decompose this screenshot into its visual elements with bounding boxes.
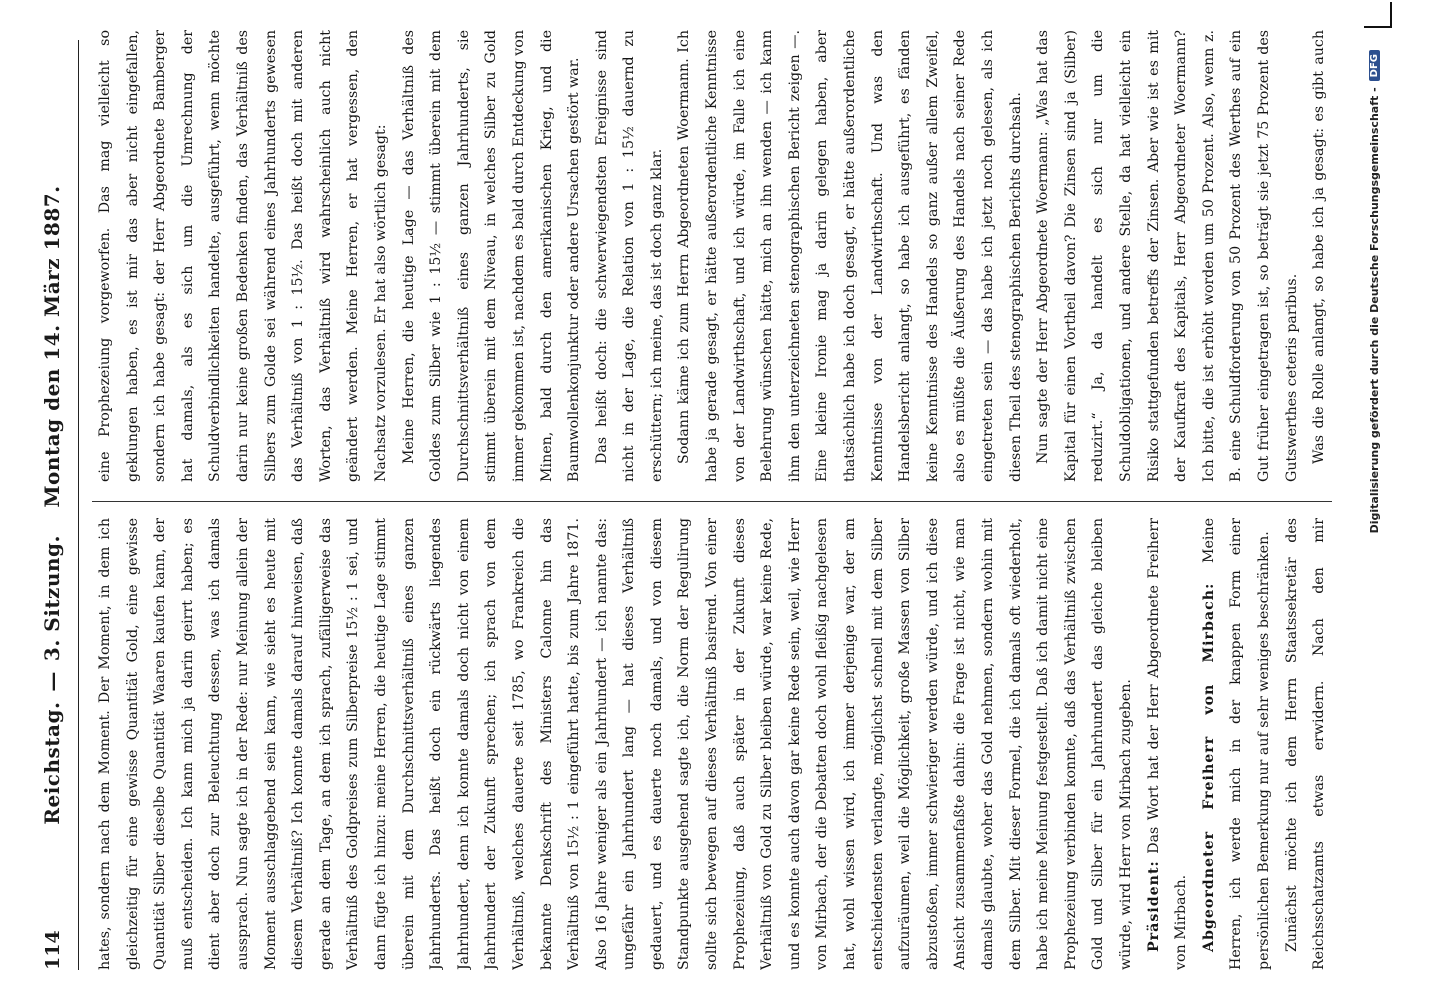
publication-name: Reichstag.: [40, 701, 64, 825]
dfg-logo: DFG: [1369, 50, 1380, 81]
header-rule: [78, 40, 79, 970]
president-label: Präsident:: [1145, 860, 1162, 952]
speaker-paragraph-1: Meine Herren, ich werde mich in der knappen Form einer persönlichen Bemerkung nur auf sehr weniges beschränken.: [1200, 518, 1272, 970]
speaker-intro-paragraph: [1196, 518, 1279, 970]
right-paragraph-quote: Meine Herren, die heutige Lage — das Verhältniß des Goldes zum Silber wie 1 : 15½ — stimmt überein mit dem Durchschnittsverhältniß eines ganzen Jahrhunderts, sie stimmt überein mit dem Niveau, in welches Silber zu Gold immer gekommen ist, nachdem es bald durch Entdeckung von Minen, bald durch den amerikanischen Krieg, und die Baumwollenkonjunktur oder andere Ursachen gestört war.: [400, 30, 583, 482]
speaker-paragraph-2: Zunächst möchte ich dem Herrn Staatssekretär des Reichsschatzamts etwas erwidern. Nach den mir: [1283, 518, 1328, 970]
digitization-note-text: Digitalisierung gefördert durch die Deutsche Forschungsgemeinschaft -: [1368, 87, 1381, 534]
session-label: 3. Sitzung.: [40, 535, 64, 662]
president-text: Das Wort hat der Herr Abgeordnete Freiherr von Mirbach.: [1145, 518, 1190, 970]
left-paragraph-1: hates, sondern nach dem Moment. Der Moment, in dem ich gleichzeitig für eine gewisse Quantität Gold, eine gewisse Quantität Silber dieselbe Quantität Waaren kaufen kann, der muß entscheiden. Ich kann mich ja darin geirrt haben; es dient aber doch zur Beleuchtung dessen, was ich damals aussprach. Nun sagte ich in der Rede: nur Meinung allein der Moment ausschlaggebend sein kann, wie sieht es heute mit diesem Verhältniß? Ich konnte damals darauf hinweisen, daß gerade an dem Tage, an dem ich sprach, zufälligerweise das Verhältniß des Goldpreises zum Silberpreise 15½ : 1 sei, und dann fügte ich hinzu: meine Herren, die heutige Lage stimmt überein mit dem Durchschnittsverhältniß eines ganzen Jahrhunderts. Das heißt doch ein rückwärts liegendes Jahrhundert, denn ich konnte damals doch nicht von einem Jahrhundert der Zukunft sprechen; ich sprach von dem Verhältniß, welches dauerte seit 1785, wo Frankreich die bekannte Denkschrift des Ministers Calonne hin das Verhältniß von 15½ : 1 eingeführt hatte, bis zum Jahre 1871. Also 16 Jahre weniger als ein Jahrhundert — ich nannte das: ungefähr ein Jahrhundert lang — hat dieses Verhältniß gedauert, und es dauerte noch damals, und von diesem Standpunkte ausgehend sagte ich, die Norm der Regulirung sollte sich bewegen auf dieses Verhältniß basirend. Von einer Prophezeiung, daß auch später in der Zukunft dieses Verhältniß von Gold zu Silber bleiben würde, war keine Rede, und es konnte auch davon gar keine Rede sein, weil, wie Herr von Mirbach, der die Debatten doch wohl fleißig nachgelesen hat, wohl wissen wird, ich immer derjenige war, der am entschiedensten verlangte, möglichst schnell mit dem Silber aufzuräumen, weil die Möglichkeit, große Massen von Silber abzustoßen, immer schwieriger werden würde, und ich diese Ansicht zusammenfaßte dahin: die Frage ist nicht, wie man damals glaubte, woher das Gold nehmen, sondern wohin mit dem Silber. Mit dieser Formel, die ich damals oft wiederholt, habe ich meine Meinung festgestellt. Daß ich damit nicht eine Prophezeiung verbinden konnte, daß das Verhältniß zwischen Gold und Silber für ein Jahrhundert das gleiche bleiben würde, wird Herr von Mirbach zugeben.: [97, 518, 1134, 970]
session-date: Montag den 14. März 1887.: [40, 185, 64, 508]
president-statement: [1141, 518, 1196, 970]
right-paragraph-5: Nun sagte der Herr Abgeordnete Woermann: „Was hat das Kapital für einen Vortheil davon? Die Zinsen sind ja (Silber) reduzirt.“ Ja, da handelt es sich nur um die Schuldobligationen, und andere Stelle, da hat vielleicht ein Risiko stattgefunden betreffs der Zinsen. Aber wie ist es mit der Kaufkraft des Kapitals, Herr Abgeordneter Woermann? Ich bitte, die ist erhöht worden um 50 Prozent. Also, wenn z. B. eine Schuldforderung von 50 Prozent des Werthes auf ein Gut früher eingetragen ist, so beträgt sie jetzt 75 Prozent des Gutswerthes ceteris paribus.: [1035, 30, 1300, 482]
right-paragraph-4: Sodann käme ich zum Herrn Abgeordneten Woermann. Ich habe ja gerade gesagt, er hätte außerordentliche Kenntnisse von der Landwirthschaft, und ich würde, im Falle ich eine Belehrung wünschen hätte, mich an ihn wenden — ich kann ihm den unterzeichneten stenographischen Bericht zeigen —. Eine kleine Ironie mag ja darin gelegen haben, aber thatsächlich habe ich doch gesagt, er hätte außerordentliche Kenntnisse von der Landwirthschaft. Und was den Handelsbericht anlangt, so habe ich ausgeführt, es fänden keine Kenntnisse des Handels so ganz außer allem Zweifel, also es müßte die Äußerung des Handels nach seiner Rede eingetreten sein — das habe ich jetzt noch gelesen, als ich diesen Theil des stenographischen Berichts durchsah.: [676, 30, 1024, 482]
right-paragraph-6: Was die Rolle anlangt, so habe ich ja gesagt: es gibt auch: [1311, 30, 1328, 464]
right-paragraph-1: eine Prophezeiung vorgeworfen. Das mag vielleicht so geklungen haben, es ist mir das aber nicht eingefallen, sondern ich habe gesagt: der Herr Abgeordnete Bamberger hat damals, als es sich um die Umrechnung der Schuldverbindlichkeiten handelte, ausgeführt, wenn möchte darin nur keine großen Bedenken finden, das Verhältniß des Silbers zum Golde sei während eines Jahrhunderts gewesen das Verhältniß von 1 : 15½. Das heißt doch mit anderen Worten, das Verhältniß wird wahrscheinlich auch nicht geändert werden. Meine Herren, er hat vergessen, den Nachsatz vorzulesen. Er hat also wörtlich gesagt:: [97, 30, 389, 482]
page-header: [38, 40, 68, 970]
right-paragraph-3: Das heißt doch: die schwerwiegendsten Ereignisse sind nicht in der Lage, die Relation von 1 : 15½ dauernd zu erschüttern; ich meine, das ist doch ganz klar.: [593, 30, 665, 482]
scan-corner-mark: [1364, 2, 1392, 28]
digitization-strip: [1362, 0, 1394, 1000]
left-column: [92, 518, 1332, 970]
right-column: [92, 30, 1332, 482]
speaker-name: Abgeordneter Freiherr von Mirbach:: [1200, 582, 1217, 952]
digitization-note: [1368, 50, 1381, 533]
page-number: 114: [42, 930, 64, 970]
running-head: Reichstag.—3. Sitzung. Montag den 14. März 1887.: [40, 185, 64, 825]
column-divider: [92, 501, 1332, 502]
